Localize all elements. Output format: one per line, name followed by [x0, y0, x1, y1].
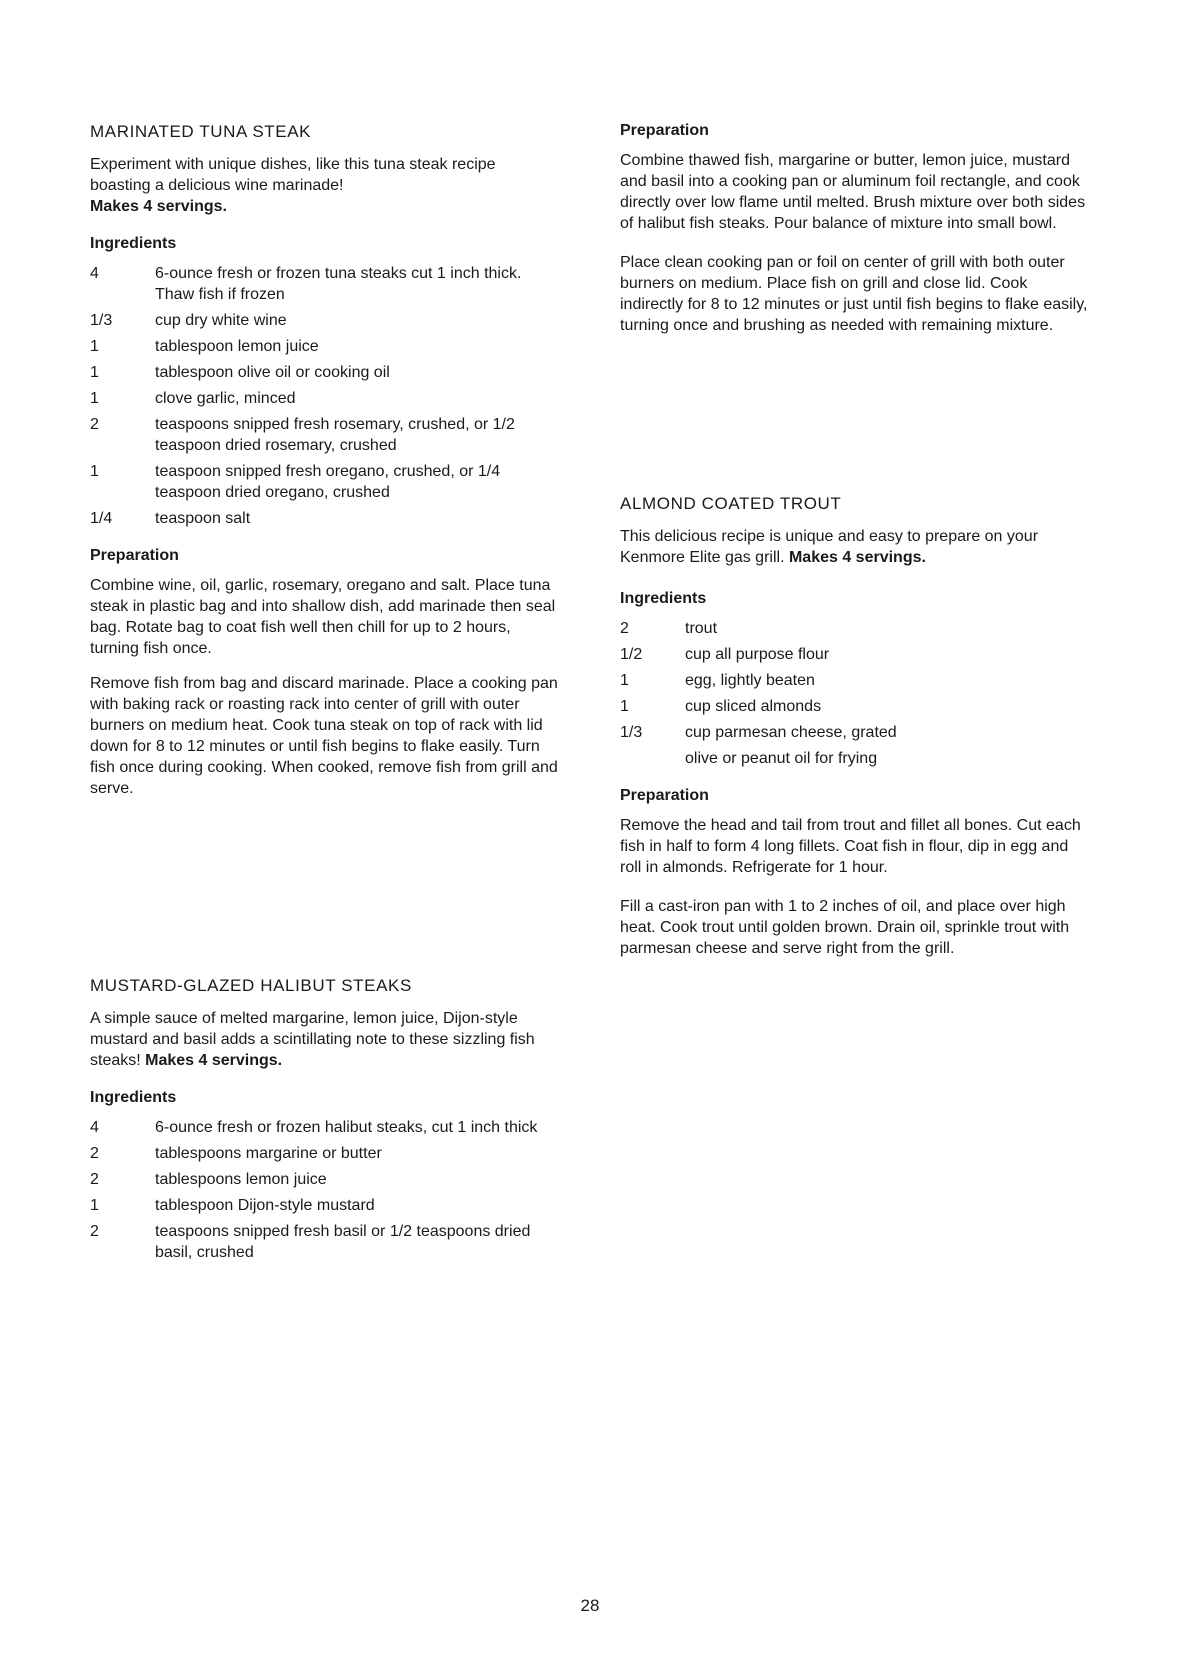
- ingredients-list: [90, 1117, 560, 1263]
- ingredient-item: [90, 414, 560, 456]
- preparation-heading: Preparation: [90, 547, 179, 564]
- ingredient-qty: 1/4: [90, 510, 113, 527]
- ingredient-text: 6-ounce fresh or frozen halibut steaks, cut 1 inch thick: [155, 1119, 538, 1136]
- ingredients-heading: Ingredients: [620, 590, 707, 607]
- ingredient-item: [90, 362, 560, 383]
- ingredient-item: [620, 696, 1090, 717]
- ingredient-qty: 1/3: [90, 312, 113, 329]
- ingredient-item: [90, 1221, 560, 1263]
- ingredient-qty: 1: [90, 390, 99, 407]
- ingredient-text: trout: [685, 620, 718, 637]
- ingredient-item: [90, 1195, 560, 1216]
- ingredient-text: tablespoons margarine or butter: [155, 1145, 382, 1162]
- ingredient-qty: 2: [90, 1171, 99, 1188]
- ingredients-list: [620, 618, 1090, 769]
- ingredient-item: [90, 310, 560, 331]
- recipe-title: MUSTARD-GLAZED HALIBUT STEAKS: [90, 976, 412, 995]
- ingredient-text: tablespoon lemon juice: [155, 338, 319, 355]
- ingredient-text: cup all purpose flour: [685, 646, 830, 663]
- ingredient-text: olive or peanut oil for frying: [685, 750, 878, 767]
- ingredient-qty: 4: [90, 1119, 99, 1136]
- ingredient-qty: 2: [90, 1223, 99, 1240]
- servings-text: Makes 4 servings.: [145, 1052, 283, 1069]
- servings-text: Makes 4 servings.: [788, 549, 926, 566]
- ingredient-item: [620, 644, 1090, 665]
- recipe-intro: [620, 526, 1090, 568]
- ingredient-text: cup parmesan cheese, grated: [685, 724, 897, 741]
- ingredient-text: tablespoons lemon juice: [155, 1171, 327, 1188]
- ingredients-list: [90, 263, 560, 529]
- ingredient-item: [90, 1143, 560, 1164]
- recipe-intro: [90, 154, 560, 217]
- ingredient-text: teaspoon salt: [155, 510, 251, 527]
- page-number: 28: [580, 1596, 600, 1615]
- recipe-intro-text: This delicious recipe is unique and easy to prepare on your Kenmore Elite gas grill.: [620, 528, 1039, 566]
- recipe-almond-coated-trout: [620, 494, 1090, 973]
- ingredient-text: cup sliced almonds: [685, 698, 822, 715]
- ingredient-text: 6-ounce fresh or frozen tuna steaks cut 1 inch thick. Thaw fish if frozen: [155, 265, 522, 303]
- ingredient-item: [620, 722, 1090, 743]
- recipe-title: ALMOND COATED TROUT: [620, 494, 842, 513]
- halibut-preparation: [620, 122, 1090, 350]
- ingredient-item: [90, 263, 560, 305]
- servings-text: Makes 4 servings.: [90, 198, 227, 215]
- preparation-paragraph: Combine wine, oil, garlic, rosemary, oregano and salt. Place tuna steak in plastic bag and into shallow dish, add marinade then seal bag. Rotate bag to coat fish well then chill for up to 2 hours, turning fish once.: [90, 577, 556, 657]
- ingredient-qty: 1: [90, 364, 99, 381]
- ingredient-qty: [620, 748, 685, 769]
- recipe-intro: [90, 1008, 560, 1071]
- preparation-heading: Preparation: [620, 122, 709, 139]
- preparation-paragraph: Combine thawed fish, margarine or butter, lemon juice, mustard and basil into a cooking pan or aluminum foil rectangle, and cook directly over low flame until melted. Brush mixture over both sides of halibut fish steaks. Pour balance of mixture into small bowl.: [620, 152, 1086, 232]
- ingredient-item: [90, 461, 560, 503]
- ingredient-qty: 1: [620, 672, 629, 689]
- ingredient-text: egg, lightly beaten: [685, 672, 815, 689]
- ingredient-item: [90, 1117, 560, 1138]
- ingredients-heading: Ingredients: [90, 1089, 177, 1106]
- ingredient-text: tablespoon Dijon-style mustard: [155, 1197, 375, 1214]
- recipe-intro-text: A simple sauce of melted margarine, lemon juice, Dijon-style mustard and basil adds a scintillating note to these sizzling fish steaks!: [90, 1010, 535, 1069]
- ingredient-item: [620, 618, 1090, 639]
- ingredient-qty: 1: [620, 698, 629, 715]
- recipe-intro-text: Experiment with unique dishes, like this tuna steak recipe boasting a delicious wine marinade!: [90, 156, 496, 194]
- ingredient-text: teaspoon snipped fresh oregano, crushed, or 1/4 teaspoon dried oregano, crushed: [155, 463, 501, 501]
- ingredient-text: teaspoons snipped fresh basil or 1/2 teaspoons dried basil, crushed: [155, 1223, 531, 1261]
- preparation-paragraph: Remove the head and tail from trout and fillet all bones. Cut each fish in half to form 4 long fillets. Coat fish in flour, dip in egg and roll in almonds. Refrigerate for 1 hour.: [620, 817, 1081, 876]
- ingredient-text: tablespoon olive oil or cooking oil: [155, 364, 390, 381]
- ingredient-item: [90, 1169, 560, 1190]
- ingredient-item: [90, 508, 560, 529]
- ingredient-text: teaspoons snipped fresh rosemary, crushed, or 1/2 teaspoon dried rosemary, crushed: [155, 416, 515, 454]
- ingredient-text: cup dry white wine: [155, 312, 287, 329]
- ingredient-qty: 1: [90, 463, 99, 480]
- ingredient-qty: 1/2: [620, 646, 643, 663]
- recipe-title: MARINATED TUNA STEAK: [90, 122, 312, 141]
- preparation-paragraph: Place clean cooking pan or foil on center of grill with both outer burners on medium. Place fish on grill and close lid. Cook indirectly for 8 to 12 minutes or just until fish begins to flake easily, turning once and brushing as needed with remaining mixture.: [620, 254, 1088, 334]
- ingredient-item: [90, 388, 560, 409]
- preparation-paragraph: Fill a cast-iron pan with 1 to 2 inches of oil, and place over high heat. Cook trout until golden brown. Drain oil, sprinkle trout with parmesan cheese and serve right from the grill.: [620, 898, 1070, 957]
- recipe-marinated-tuna-steak: [90, 122, 560, 813]
- ingredient-qty: 2: [620, 620, 629, 637]
- ingredient-qty: 2: [90, 416, 99, 433]
- ingredient-qty: 2: [90, 1145, 99, 1162]
- recipe-mustard-glazed-halibut-steaks: [90, 976, 560, 1268]
- ingredients-heading: Ingredients: [90, 235, 177, 252]
- ingredient-text: clove garlic, minced: [155, 390, 296, 407]
- preparation-paragraph: Remove fish from bag and discard marinade. Place a cooking pan with baking rack or roasting rack into center of grill with outer burners on medium heat. Cook tuna steak on top of rack with lid down for 8 to 12 minutes or until fish begins to flake easily. Turn fish once during cooking. When cooked, remove fish from grill and serve.: [90, 675, 558, 797]
- ingredient-item: [620, 670, 1090, 691]
- ingredient-item: [90, 336, 560, 357]
- ingredient-qty: 4: [90, 265, 99, 282]
- ingredient-item: [620, 748, 1090, 769]
- ingredient-qty: 1/3: [620, 724, 643, 741]
- ingredient-qty: 1: [90, 338, 99, 355]
- preparation-heading: Preparation: [620, 787, 709, 804]
- ingredient-qty: 1: [90, 1197, 99, 1214]
